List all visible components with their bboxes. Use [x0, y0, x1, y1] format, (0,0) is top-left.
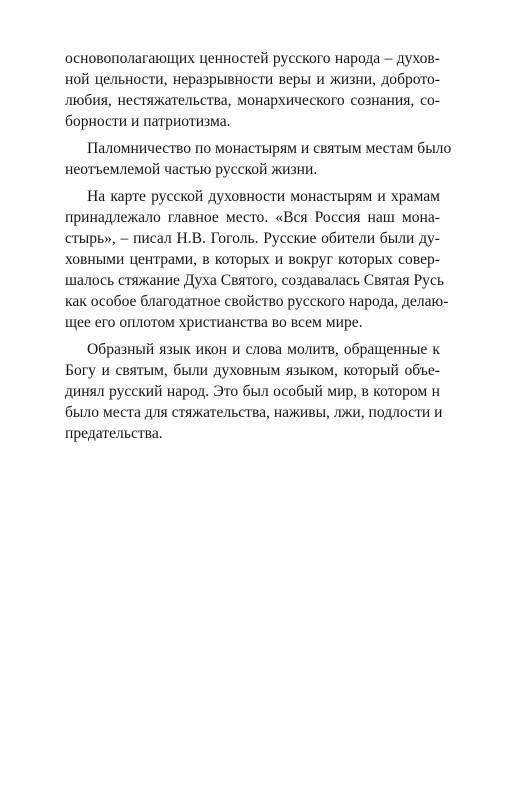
text-line: На карте русской духовности монастырям и храмам [87, 188, 440, 205]
text-line: борности и патриотизма. [65, 113, 231, 130]
paragraph [65, 339, 443, 444]
text-line: Образный язык икон и слова молитв, обращенные к [87, 341, 440, 358]
text-line: Паломничество по монастырям и святым местам было [87, 140, 452, 157]
text-line: Богу и святым, были духовным языком, который объе- [65, 362, 440, 379]
page-text [65, 48, 452, 450]
text-line: как особое благодатное свойство русского народа, делаю- [65, 293, 449, 310]
text-line: любия, нестяжательства, монархического сознания, со- [65, 92, 440, 109]
text-line: основополагающих ценностей русского народа – духов- [65, 50, 440, 67]
text-line: было места для стяжательства, наживы, лжи, подлости и [65, 404, 443, 421]
paragraph [65, 48, 440, 132]
text-line: шалось стяжание Духа Святого, создавалась Святая Русь [65, 272, 444, 289]
text-line: ховными центрами, в которых и вокруг которых совер- [65, 251, 440, 268]
text-line: принадлежало главное место. «Вся Россия наш мона- [65, 209, 440, 226]
text-line: ной цельности, неразрывности веры и жизни, доброто- [65, 71, 440, 88]
text-line: динял русский народ. Это был особый мир, в котором н [65, 383, 440, 400]
text-line: стырь», – писал Н.В. Гоголь. Русские обители были ду- [65, 230, 440, 247]
text-line: неотъемлемой частью русской жизни. [65, 161, 318, 178]
paragraph [65, 138, 452, 180]
text-line: предательства. [65, 425, 163, 442]
text-line: щее его оплотом христианства во всем мире. [65, 314, 363, 331]
paragraph [65, 186, 449, 333]
